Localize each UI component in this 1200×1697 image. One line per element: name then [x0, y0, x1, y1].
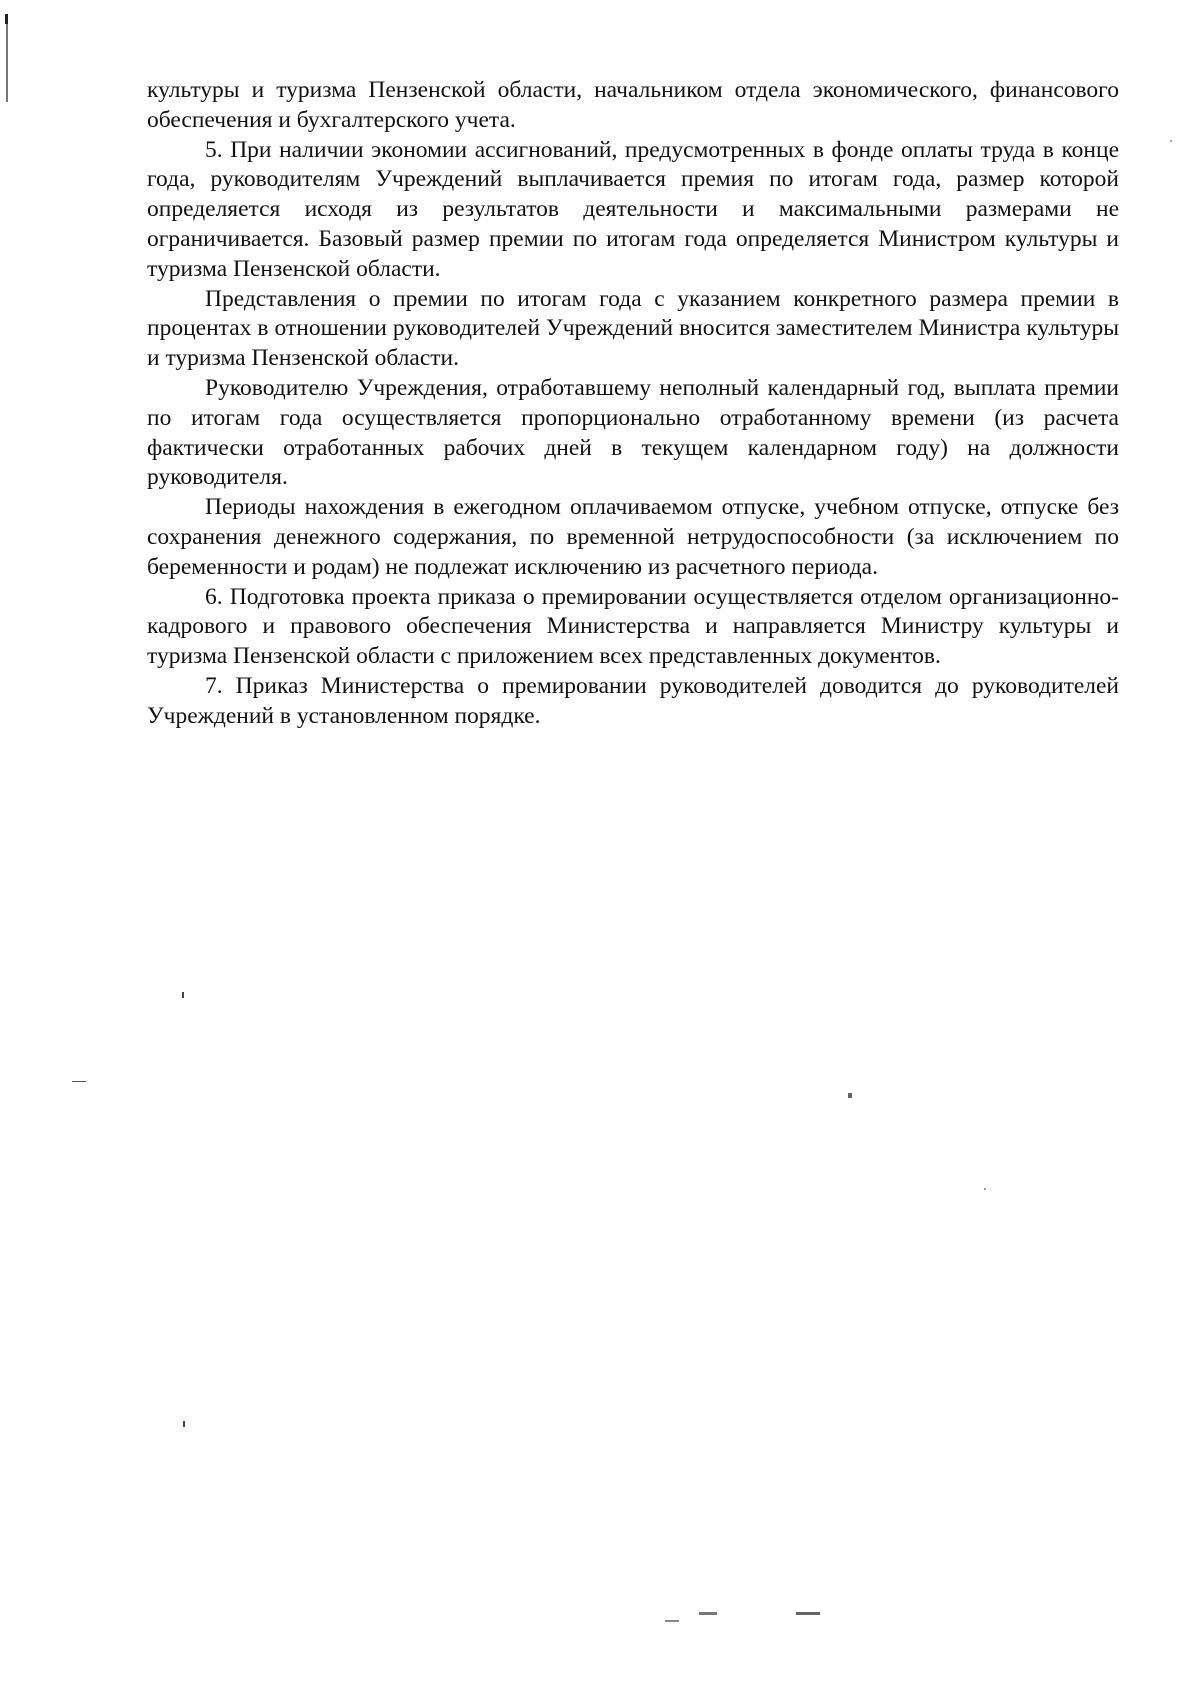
- scan-artifact-dot: [1170, 140, 1172, 142]
- scan-artifact-dash: [72, 1081, 86, 1082]
- scan-artifact-dot: [848, 1093, 852, 1098]
- scan-artifact-dot: [183, 1421, 185, 1427]
- paragraph-periods: Периоды нахождения в ежегодном оплачиваемом отпуске, учебном отпуске, отпуске без сохранения денежного содержания, по временной нетрудоспособности (за исключением по беременности и родам) не подлежат исключению из расчетного периода.: [147, 494, 1119, 580]
- document-body: [147, 76, 1119, 732]
- paragraph-item-6: 6. Подготовка проекта приказа о премировании осуществляется отделом организационно-кадрового и правового обеспечения Министерства и направляется Министру культуры и туризма Пензенской области с приложением всех представленных документов.: [147, 583, 1119, 670]
- scan-edge-line: [6, 14, 8, 102]
- scan-artifact-smudge: [665, 1620, 679, 1622]
- paragraph-item-5: 5. При наличии экономии ассигнований, предусмотренных в фонде оплаты труда в конце года, руководителям Учреждений выплачивается премия по итогам года, размер которой определяется исходя из результатов деятельности и максимальными размерами не ограничивается. Базовый размер премии по итогам года определяется Министром культуры и туризма Пензенской области.: [147, 136, 1119, 282]
- scan-artifact-smudge: [699, 1612, 717, 1615]
- paragraph-bonus-submission: Представления о премии по итогам года с указанием конкретного размера премии в процентах в отношении руководителей Учреждений вносится заместителем Министра культуры и туризма Пензенской области.: [147, 285, 1119, 372]
- paragraph-partial-year: Руководителю Учреждения, отработавшему неполный календарный год, выплата премии по итогам года осуществляется пропорционально отработанному времени (из расчета фактически отработанных рабочих дней в текущем календарном году) на должности руководителя.: [147, 374, 1119, 491]
- paragraph-continuation: культуры и туризма Пензенской области, начальником отдела экономического, финансового обеспечения и бухгалтерского учета.: [147, 77, 1119, 133]
- scan-artifact-dot: [182, 992, 184, 998]
- paragraph-item-7: 7. Приказ Министерства о премировании руководителей доводится до руководителей Учреждений в установленном порядке.: [147, 672, 1119, 729]
- scan-artifact-smudge: [796, 1612, 820, 1615]
- scan-edge-tick: [5, 14, 8, 24]
- scan-artifact-dot: [984, 1188, 986, 1190]
